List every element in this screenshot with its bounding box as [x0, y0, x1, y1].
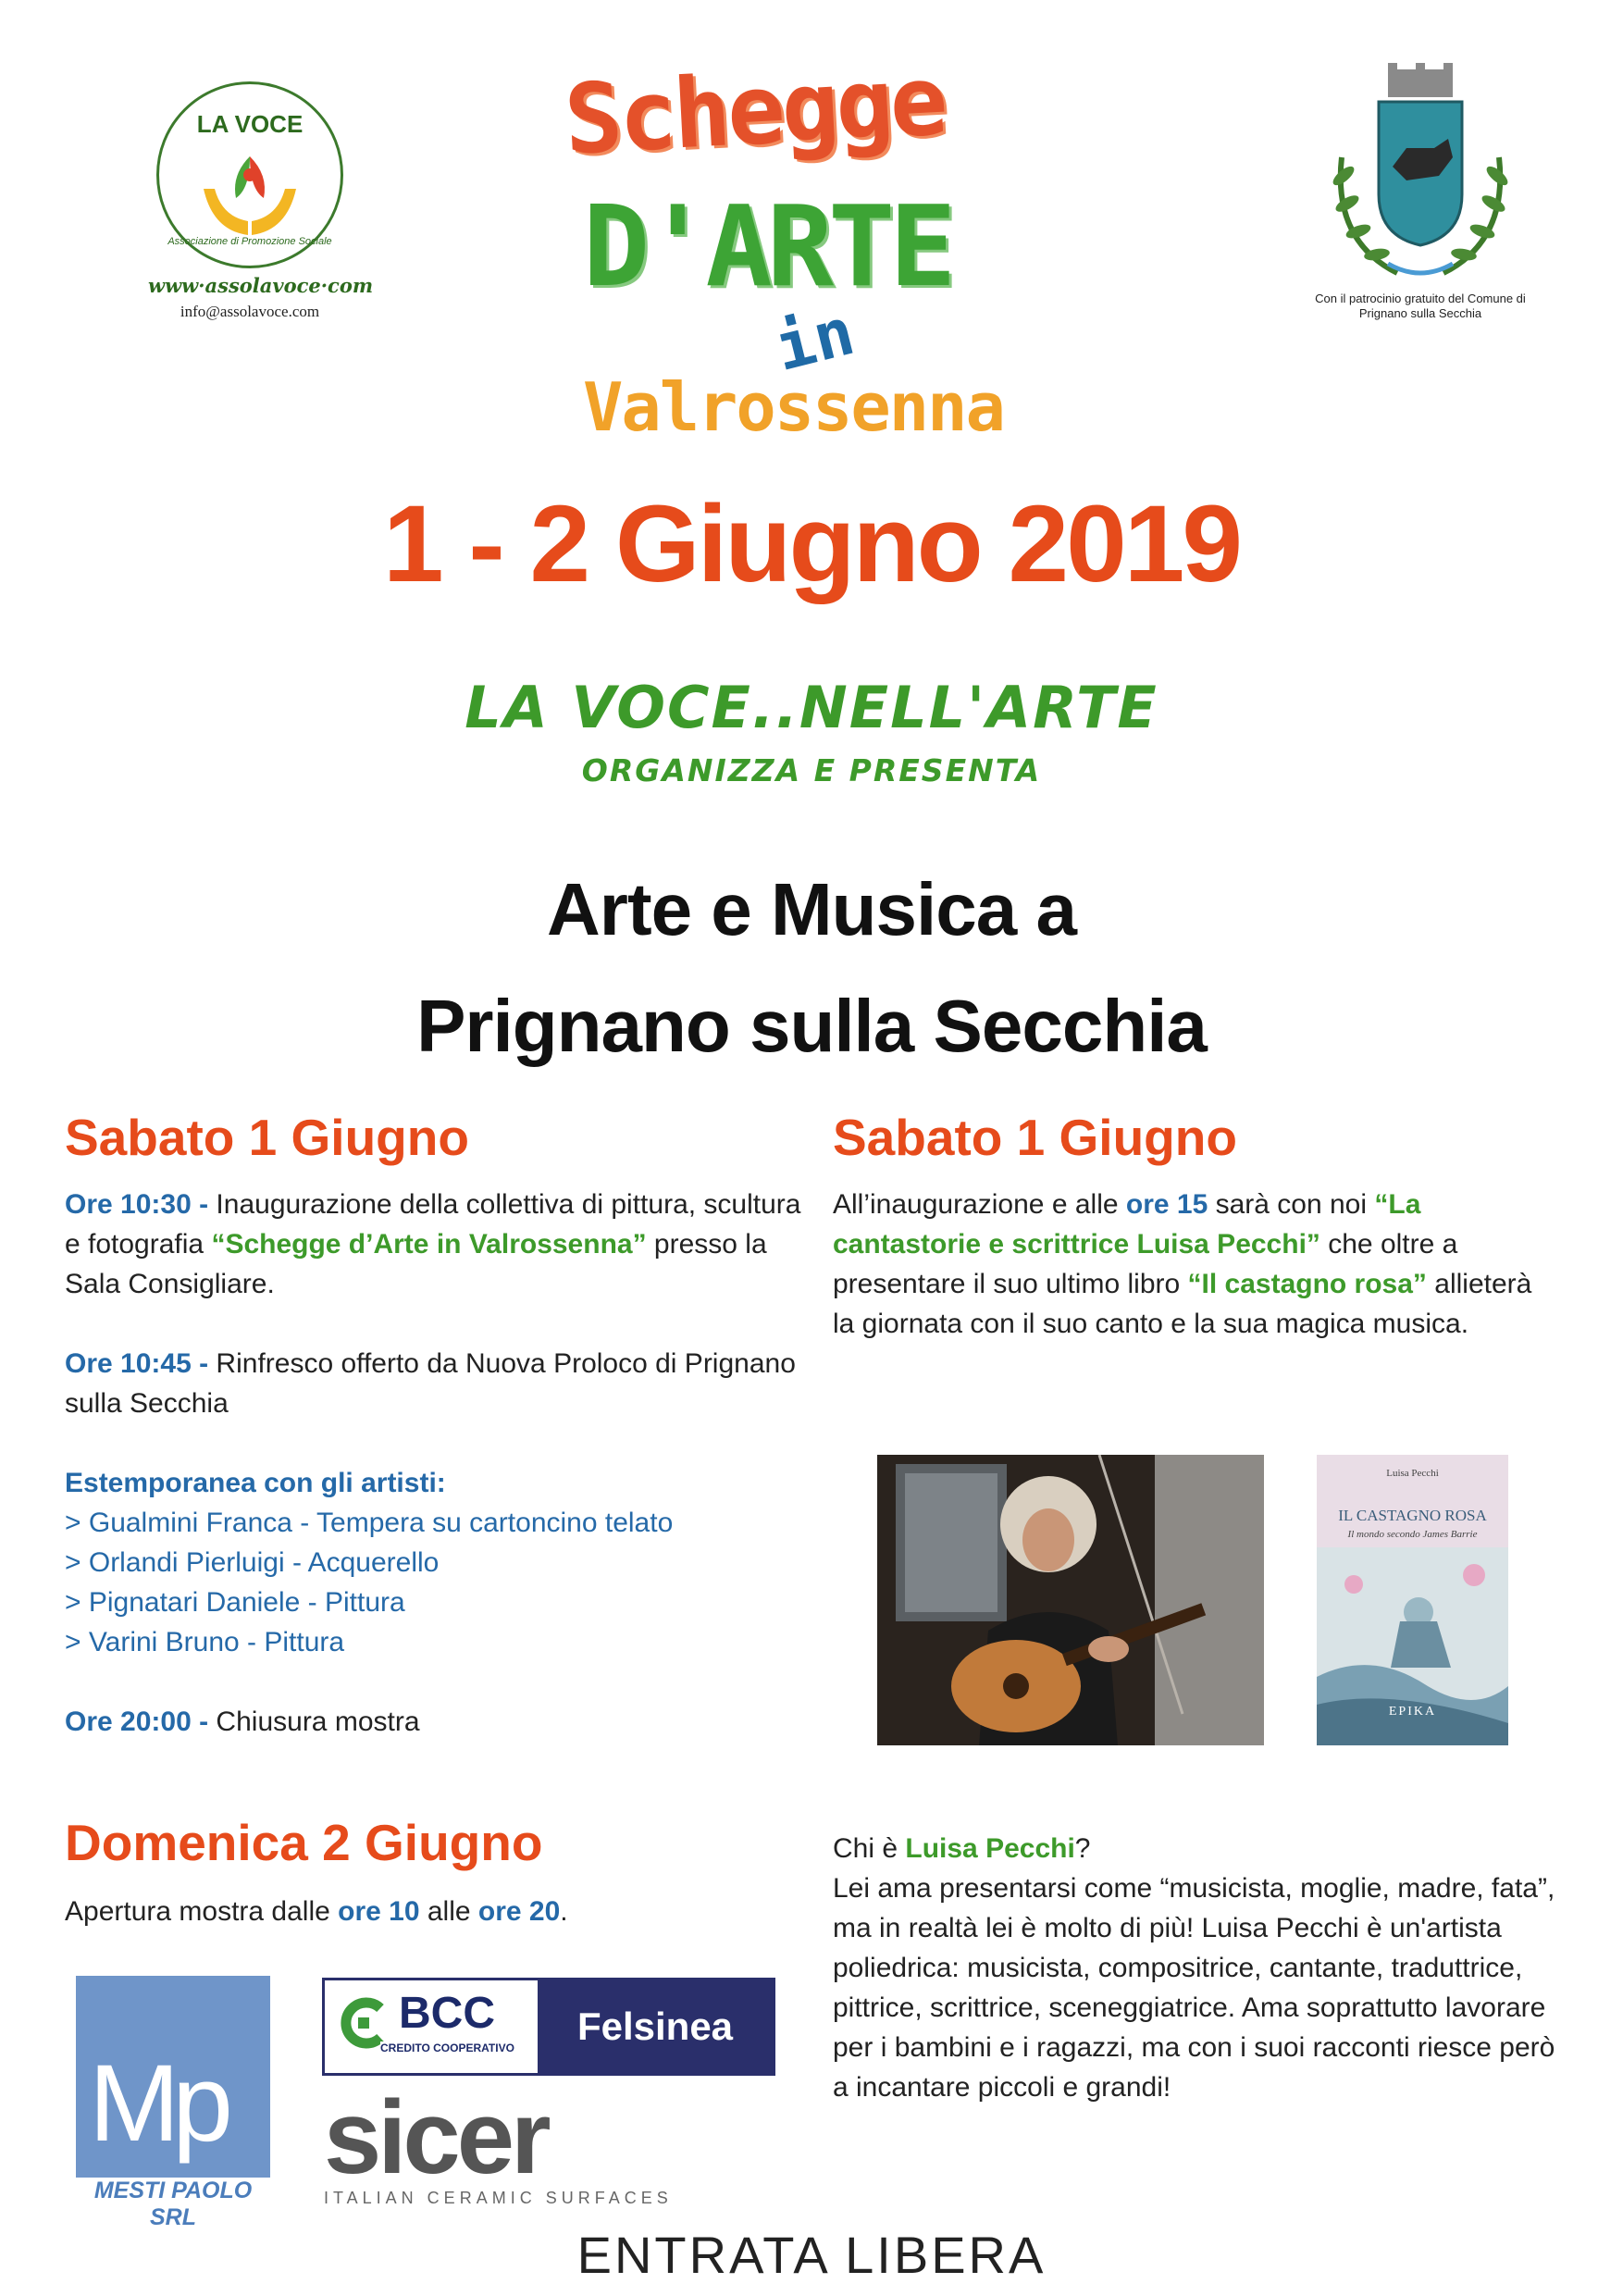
organizer-subtitle: ORGANIZZA E PRESENTA [581, 752, 1042, 788]
bcc-name: BCC [399, 1989, 495, 2038]
mesti-paolo-name: MESTI PAOLO SRL [93, 2178, 253, 2230]
luisa-bio [833, 1829, 1573, 2107]
book-author: Luisa Pecchi [1386, 1468, 1439, 1479]
singer-photo [877, 1455, 1264, 1745]
la-voce-logo [148, 81, 374, 321]
sunday-text-2: alle [419, 1896, 478, 1927]
event-1030-text-b: presso la Sala Consigliare. [65, 1229, 767, 1299]
artist-item: > Gualmini Franca - Tempera su cartoncino telato [65, 1508, 674, 1538]
saturday-program [65, 1107, 824, 1742]
event-logo-in: in [767, 293, 861, 386]
guest-text-2: sarà con noi [1208, 1189, 1375, 1220]
artists-heading: Estemporanea con gli artisti: [65, 1468, 446, 1498]
organizer-title: LA VOCE..NELL'ARTE [465, 674, 1158, 741]
guest-text-3: che oltre a presentare il suo ultimo libro [833, 1229, 1458, 1299]
la-voce-logo-title: LA VOCE [196, 110, 304, 138]
event-2000 [65, 1702, 824, 1742]
bio-question [833, 1829, 1573, 1868]
event-1045 [65, 1344, 824, 1423]
artists-list [65, 1503, 824, 1662]
sunday-heading: Domenica 2 Giugno [65, 1814, 543, 1871]
event-1030-highlight: “Schegge d’Arte in Valrossenna” [211, 1229, 647, 1260]
event-date: 1 - 2 Giugno 2019 [382, 483, 1241, 605]
saturday-right-heading: Sabato 1 Giugno [833, 1109, 1237, 1166]
sicer-wordmark: sicer [324, 2079, 548, 2195]
sunday-text-3: . [560, 1896, 568, 1927]
mesti-paolo-logo [76, 1976, 270, 2178]
la-voce-email[interactable]: info@assolavoce.com [180, 303, 320, 320]
guitarist-image [877, 1455, 1264, 1745]
event-2000-text: Chiusura mostra [208, 1706, 420, 1737]
artist-item: > Orlandi Pierluigi - Acquerello [65, 1547, 440, 1578]
event-2000-time: Ore 20:00 - [65, 1706, 209, 1737]
event-logo [555, 43, 1073, 446]
event-1030-time: Ore 10:30 - [65, 1189, 209, 1220]
la-voce-emblem [156, 81, 343, 268]
saturday-left-heading: Sabato 1 Giugno [65, 1109, 469, 1166]
bio-question-text: Chi è [833, 1833, 906, 1864]
guest-description [833, 1185, 1555, 1344]
bcc-bank-name: Felsinea [538, 1980, 773, 2073]
crest-icon [1323, 56, 1518, 287]
guest-name-highlight: “La cantastorie e scrittrice Luisa Pecchi” [833, 1189, 1421, 1260]
bcc-felsinea-logo [322, 1978, 775, 2076]
guest-text-1: All’inaugurazione e alle [833, 1189, 1126, 1220]
bio-body: Lei ama presentarsi come “musicista, moglie, madre, fata”, ma in realtà lei è molto di più! Luisa Pecchi è un'artista poliedrica: musicista, compositrice, cantante, traduttrice, pittrice, scrittrice, sceneggiatrice. Ama soprattutto lavorare per i bambini e i ragazzi, ma con i suoi racconti riesce però a incantare piccoli e grandi! [833, 1873, 1555, 2103]
la-voce-ring-text: Associazione di Promozione Sociale [167, 236, 332, 247]
event-1045-time: Ore 10:45 - [65, 1348, 209, 1379]
event-logo-valrossenna: Valrossenna [583, 368, 1004, 446]
sunday-program [65, 1812, 805, 1931]
la-voce-website[interactable]: www·assolavoce·com [148, 274, 374, 297]
sunday-close-time: ore 20 [477, 1896, 561, 1927]
crest-caption: Con il patrocinio gratuito del Comune di Prignano sulla Secchia [1315, 292, 1526, 320]
bcc-sub: CREDITO COOPERATIVO [380, 2042, 514, 2054]
sunday-hours [65, 1892, 805, 1931]
sunday-open-time: ore 10 [338, 1896, 420, 1927]
main-title [0, 851, 1623, 1085]
comune-crest-logo [1295, 56, 1545, 321]
bcc-left [325, 1980, 538, 2073]
book-publisher: EPIKA [1388, 1705, 1437, 1719]
book-title-highlight: “Il castagno rosa” [1187, 1269, 1427, 1299]
saturday-guest [833, 1107, 1555, 1344]
bio-question-mark: ? [1074, 1833, 1091, 1864]
book-cover [1317, 1455, 1508, 1745]
event-1030 [65, 1185, 824, 1304]
event-1045-text: Rinfresco offerto da Nuova Proloco di Prignano sulla Secchia [65, 1348, 796, 1419]
mp-monogram: Mp [89, 2042, 226, 2165]
event-logo-darte: D'ARTE [583, 183, 951, 312]
sicer-logo [324, 2079, 768, 2195]
event-logo-schegge: Schegge [562, 43, 948, 177]
guest-text-4: allieterà la giornata con il suo canto e la sua magica musica. [833, 1269, 1532, 1339]
free-entry: ENTRATA LIBERA [576, 2226, 1047, 2284]
artist-item: > Pignatari Daniele - Pittura [65, 1587, 405, 1618]
hands-icon [194, 147, 305, 240]
main-title-line1: Arte e Musica a [547, 868, 1076, 950]
event-1030-text-a: Inaugurazione della collettiva di pittura, scultura e fotografia [65, 1189, 801, 1260]
artist-item: > Varini Bruno - Pittura [65, 1627, 345, 1657]
main-title-line2: Prignano sulla Secchia [416, 985, 1207, 1067]
bio-name: Luisa Pecchi [905, 1833, 1075, 1864]
sunday-text-1: Apertura mostra dalle [65, 1896, 339, 1927]
book-title: IL CASTAGNO ROSA [1338, 1507, 1487, 1524]
sicer-tagline: ITALIAN CERAMIC SURFACES [324, 2189, 673, 2207]
book-subtitle: Il mondo secondo James Barrie [1347, 1529, 1478, 1540]
guest-time: ore 15 [1125, 1189, 1208, 1220]
